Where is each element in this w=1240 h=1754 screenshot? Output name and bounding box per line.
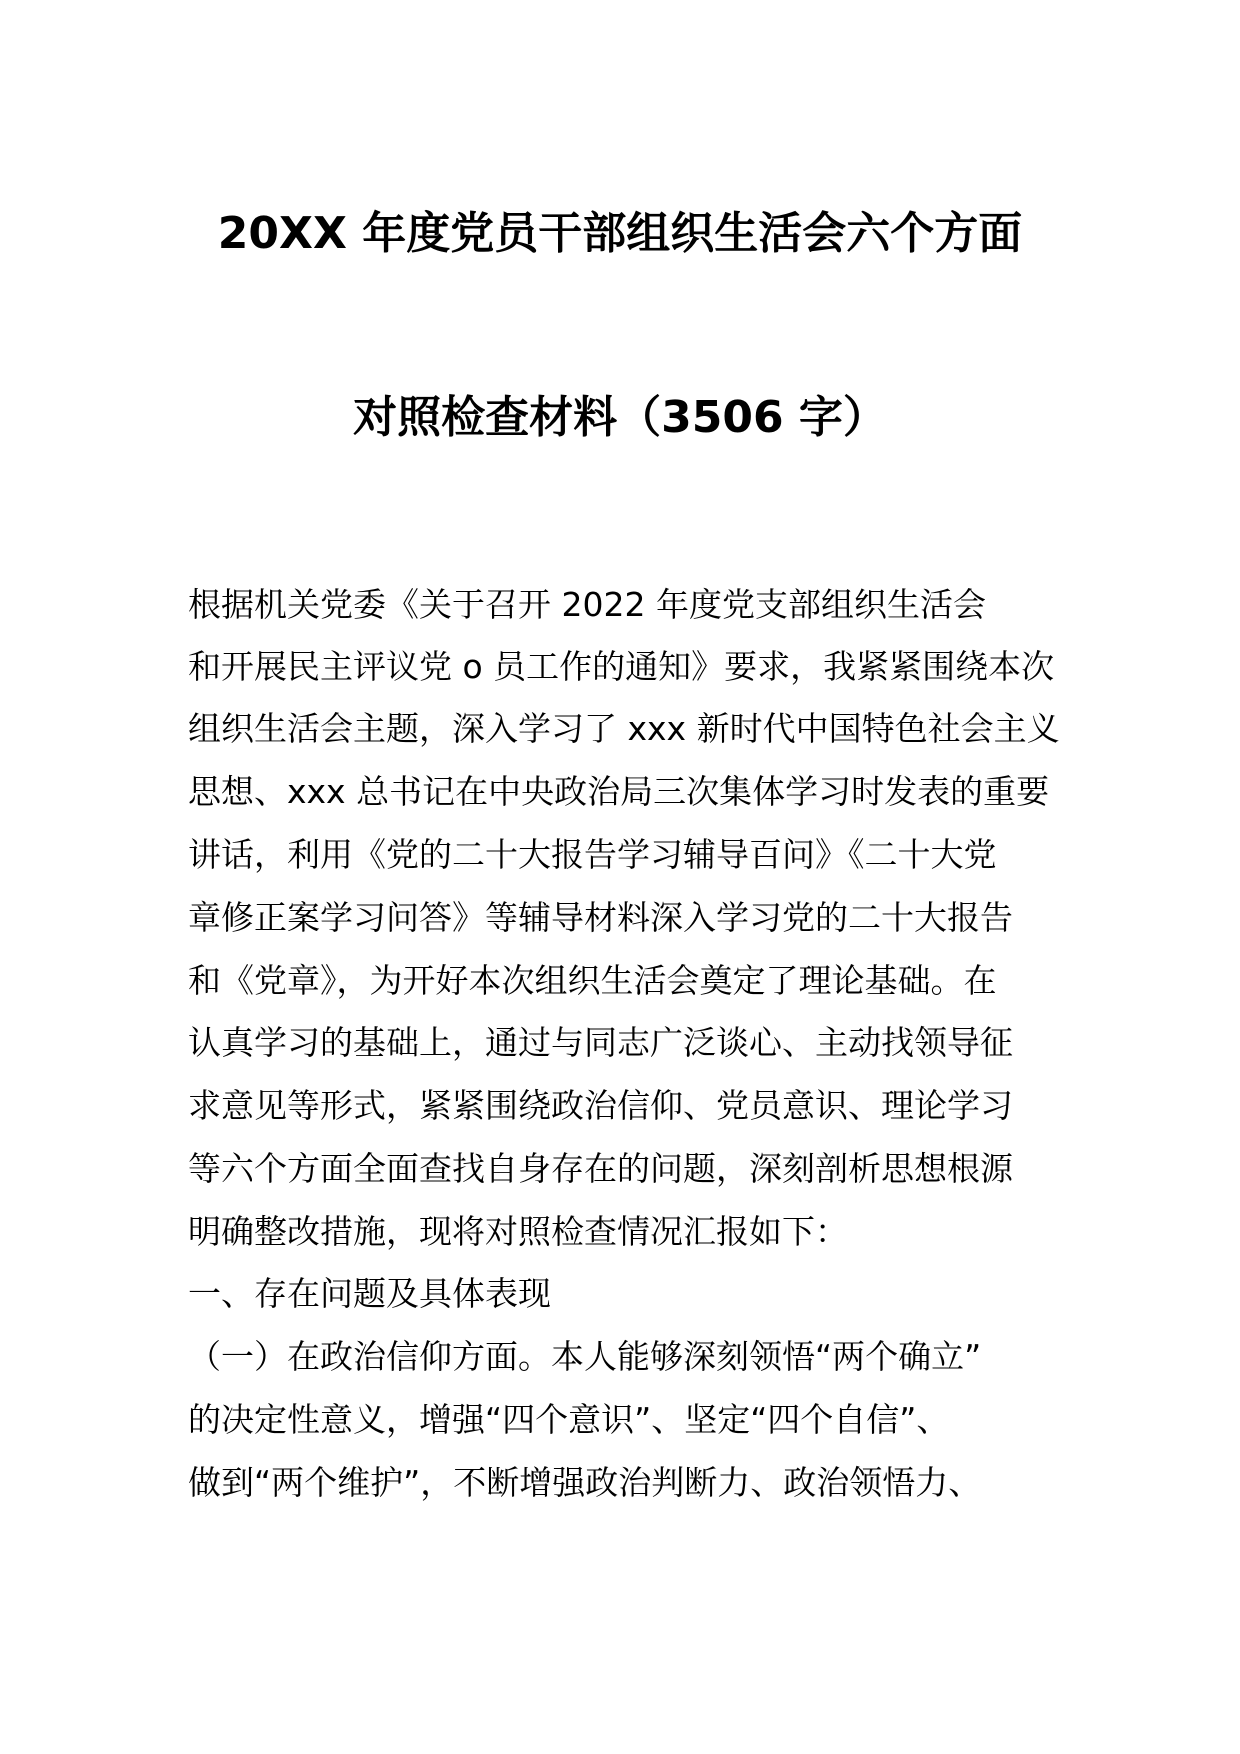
body-line-5: 讲话，利用《党的二十大报告学习辅导百问》《二十大党 [188,835,997,874]
body-line-7: 和《党章》，为开好本次组织生活会奠定了理论基础。在 [188,961,997,1000]
body-line-15: 做到“两个维护”，不断增强政治判断力、政治领悟力、 [188,1463,982,1502]
body-line-8: 认真学习的基础上，通过与同志广泛谈心、主动找领导征 [188,1023,1013,1062]
body-line-10: 等六个方面全面查找自身存在的问题，深刻剖析思想根源 [188,1149,1013,1188]
body-line-1: 根据机关党委《关于召开 2022 年度党支部组织生活会 [188,585,986,624]
body-line-9: 求意见等形式，紧紧围绕政治信仰、党员意识、理论学习 [188,1086,1013,1125]
body-line-3: 组织生活会主题，深入学习了 xxx 新时代中国特色社会主义 [188,709,1060,748]
body-line-14: 的决定性意义，增强“四个意识”、坚定“四个自信”、 [188,1400,950,1439]
document-title-line-2: 对照检查材料（3506 字） [353,392,887,443]
body-line-13: （一）在政治信仰方面。本人能够深刻领悟“两个确立” [188,1337,982,1376]
section-heading: 一、存在问题及具体表现 [188,1274,551,1313]
body-line-4: 思想、xxx 总书记在中央政治局三次集体学习时发表的重要 [188,772,1050,811]
body-line-6: 章修正案学习问答》等辅导材料深入学习党的二十大报告 [188,898,1013,937]
document-title-line-1: 20XX 年度党员干部组织生活会六个方面 [217,208,1023,259]
body-line-11: 明确整改措施，现将对照检查情况汇报如下： [188,1212,848,1251]
body-line-2: 和开展民主评议党 o 员工作的通知》要求，我紧紧围绕本次 [188,647,1055,686]
